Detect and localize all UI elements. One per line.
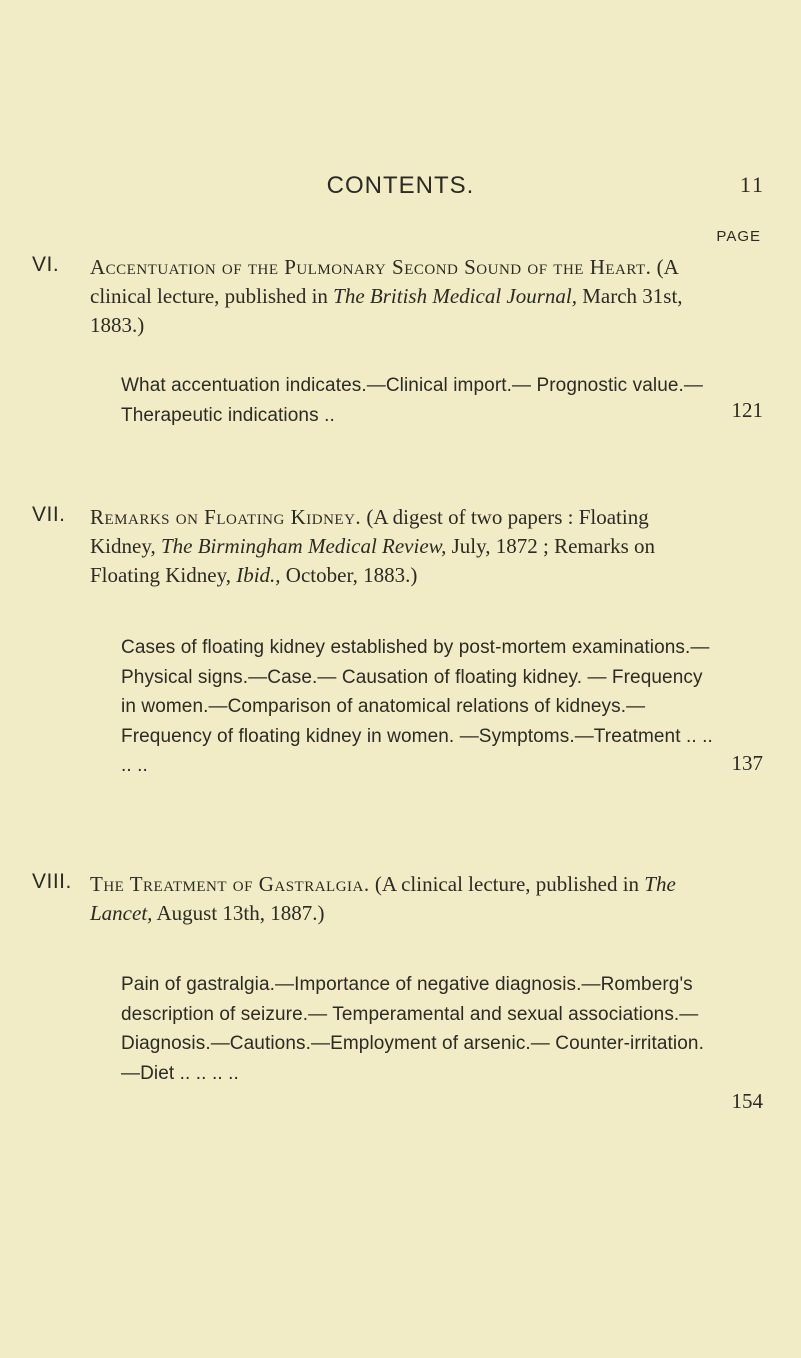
entry-source-post2: October, 1883.) [280,563,418,587]
page-number: 11 [739,172,765,197]
entry-summary: What accentuation indicates.—Clinical import.— Prognostic value.—Therapeutic indications .. [121,375,704,426]
entry-number: VII. [32,503,66,526]
entry-title: Remarks on Floating Kidney. [90,505,362,529]
entry-page: 154 [731,1089,763,1113]
entry-source-pre: (A clinical lecture, published in [369,872,645,896]
entry-source-post: March 31st, 1883.) [90,284,683,337]
entry-journal: The Birmingham Medical Review, [160,534,447,558]
entry-source-post: July, 1872 ; Remarks on Floating Kidney, [90,534,655,587]
running-header [0,172,801,202]
entry-title: Accentuation of the Pulmonary Second Sound of the Heart. [90,255,652,279]
entry-heading [90,870,712,928]
entry-title: The Treatment of Gastralgia. [90,872,370,896]
entry-journal: The British Medical Journal, [333,284,577,308]
entry-source-pre: (A digest of two papers : Floating Kidney, [90,505,649,558]
entry-heading [90,503,712,590]
entry-journal: The Lancet, [90,872,676,925]
entry-heading [90,253,712,340]
page-column-label: PAGE [716,228,761,245]
entry-ibid: Ibid., [236,563,281,587]
entry-summary: Pain of gastralgia.—Importance of negative diagnosis.—Romberg's description of seizure.— Temperamental and sexual associations.—Diagnosis.—Cautions.—Employment of arsenic.— Counter-irritation.—Diet .. .. .. .. [121,974,704,1084]
entry-page: 137 [731,751,763,775]
page-title: CONTENTS. [326,172,475,199]
entry-page: 121 [731,398,763,422]
entry-summary: Cases of floating kidney established by post-mortem examinations.—Physical signs.—Case.— Causation of floating kidney. — Frequency in women.—Comparison of anatomical relations of kidneys.—Frequency of floating kidney in women. —Symptoms.—Treatment .. .. .. .. [121,637,713,776]
entry-number: VIII. [32,870,72,893]
entry-source-post: August 13th, 1887.) [152,901,325,925]
entry-source-pre: (A clinical lecture, published in [90,255,678,308]
entry-number: VI. [32,253,60,276]
